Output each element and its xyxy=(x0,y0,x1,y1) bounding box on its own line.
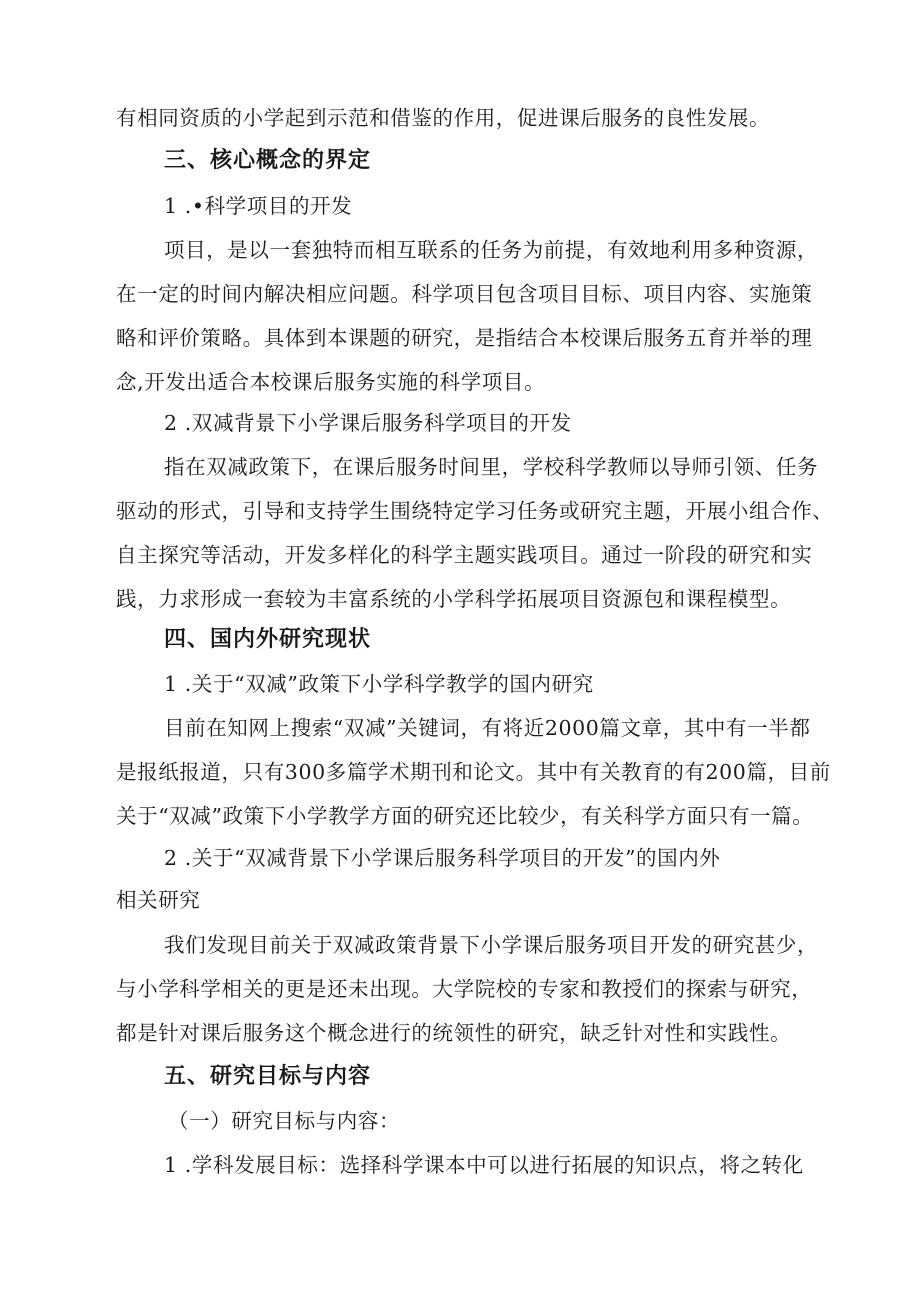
section3-item2-line: 自主探究等活动，开发多样化的科学主题实践项目。通过一阶段的研究和实 xyxy=(116,543,813,567)
section5-heading: 五、研究目标与内容 xyxy=(164,1064,372,1089)
section4-item1-line: 是报纸报道，只有300多篇学术期刊和论文。其中有关教育的有200篇，目前 xyxy=(116,760,831,784)
section3-item2-line: 指在双减政策下，在课后服务时间里，学校科学教师以导师引领、任务 xyxy=(164,455,819,479)
section4-item1-line: 关于“双减”政策下小学教学方面的研究还比较少，有关科学方面只有一篇。 xyxy=(116,804,814,828)
section3-item1-title: 1 .•科学项目的开发 xyxy=(164,194,353,218)
section4-item1-title: 1 .关于“双减”政策下小学科学教学的国内研究 xyxy=(164,672,594,696)
section4-item2-title-cont: 相关研究 xyxy=(116,888,201,912)
section3-item1-line: 念,开发出适合本校课后服务实施的科学项目。 xyxy=(116,370,546,394)
section5-subheading: （一）研究目标与内容： xyxy=(168,1109,401,1133)
section3-item2-title: 2 .双减背景下小学课后服务科学项目的开发 xyxy=(164,411,572,435)
section5-item1-line: 1 .学科发展目标：选择科学课本中可以进行拓展的知识点，将之转化 xyxy=(164,1153,804,1177)
section4-item2-line: 都是针对课后服务这个概念进行的统领性的研究，缺乏针对性和实践性。 xyxy=(116,1021,792,1045)
section3-item2-line: 践，力求形成一套较为丰富系统的小学科学拓展项目资源包和课程模型。 xyxy=(116,587,792,611)
section3-item1-line: 略和评价策略。具体到本课题的研究，是指结合本校课后服务五育并举的理 xyxy=(116,326,813,350)
section4-heading: 四、国内外研究现状 xyxy=(164,627,372,652)
section3-heading: 三、核心概念的界定 xyxy=(164,148,372,173)
section4-item2-line: 与小学科学相关的更是还未出现。大学院校的专家和教授们的探索与研究， xyxy=(116,977,813,1001)
section3-item1-line: 在一定的时间内解决相应问题。科学项目包含项目目标、项目内容、实施策 xyxy=(116,282,813,306)
section4-item1-line: 目前在知网上搜索“双减”关键词，有将近2000篇文章，其中有一半都 xyxy=(164,716,811,740)
intro-paragraph-line: 有相同资质的小学起到示范和借鉴的作用，促进课后服务的良性发展。 xyxy=(116,106,771,130)
section4-item2-line: 我们发现目前关于双减政策背景下小学课后服务项目开发的研究甚少， xyxy=(164,933,819,957)
section3-item2-line: 驱动的形式，引导和支持学生围绕特定学习任务或研究主题，开展小组合作、 xyxy=(116,499,834,523)
section4-item2-title: 2 .关于“双减背景下小学课后服务科学项目的开发”的国内外 xyxy=(164,846,721,870)
section3-item1-line: 项目，是以一套独特而相互联系的任务为前提，有效地利用多种资源， xyxy=(164,238,819,262)
